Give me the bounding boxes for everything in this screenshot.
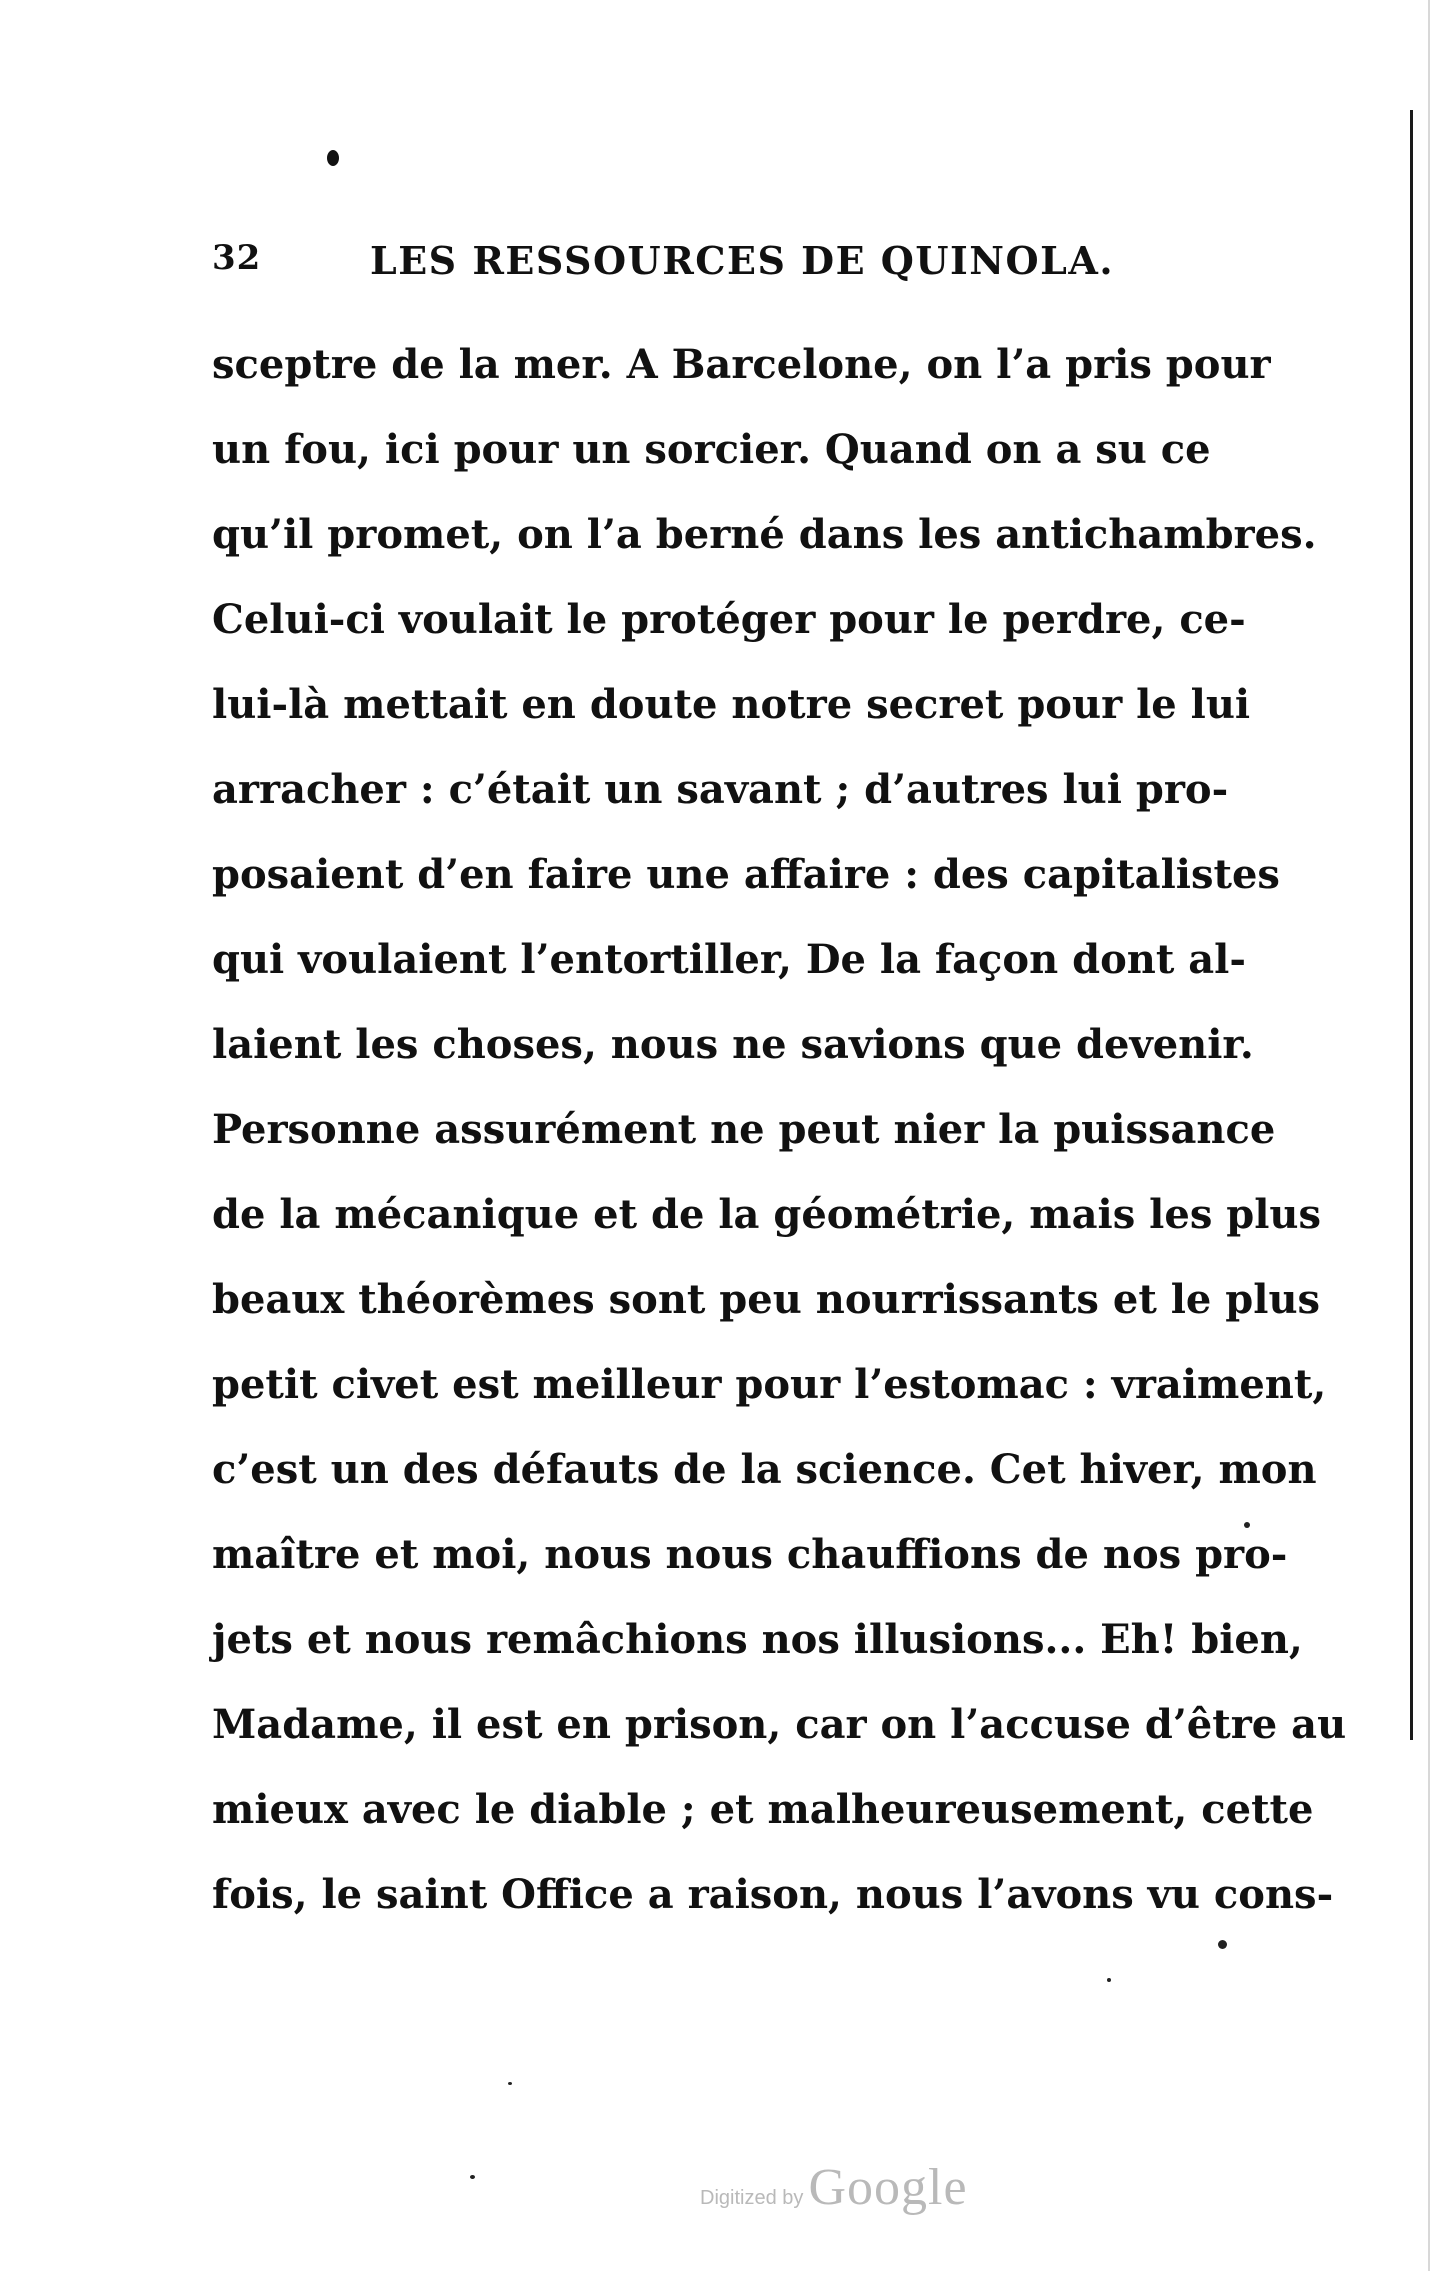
page-edge-shadow: [1428, 0, 1430, 2271]
body-text: [212, 322, 1347, 1937]
text-line: fois, le saint Office a raison, nous l’avons vu cons-: [212, 1871, 1334, 1918]
scan-speck: [1107, 1978, 1111, 1982]
text-line: Madame, il est en prison, car on l’accuse d’être au: [212, 1701, 1347, 1748]
text-line: c’est un des défauts de la science. Cet hiver, mon: [212, 1446, 1317, 1493]
watermark-prefix: Digitized by: [700, 2187, 804, 2209]
text-line: qui voulaient l’entortiller, De la façon dont al-: [212, 936, 1246, 983]
text-line: laient les choses, nous ne savions que devenir.: [212, 1021, 1254, 1068]
text-line: mieux avec le diable ; et malheureusement, cette: [212, 1786, 1314, 1833]
text-line: maître et moi, nous nous chauffions de nos pro-: [212, 1531, 1288, 1578]
text-line: sceptre de la mer. A Barcelone, on l’a pris pour: [212, 341, 1271, 388]
text-line: Personne assurément ne peut nier la puissance: [212, 1106, 1276, 1153]
text-line: petit civet est meilleur pour l’estomac : vraiment,: [212, 1361, 1327, 1408]
text-line: arracher : c’était un savant ; d’autres lui pro-: [212, 766, 1229, 813]
scan-speck: [1244, 1522, 1250, 1528]
scan-speck: [1218, 1940, 1227, 1949]
scan-speck: [508, 2082, 512, 2085]
text-line: lui-là mettait en doute notre secret pour le lui: [212, 681, 1251, 728]
text-line: de la mécanique et de la géométrie, mais les plus: [212, 1191, 1322, 1238]
scan-speck: [470, 2175, 475, 2179]
text-line: un fou, ici pour un sorcier. Quand on a su ce: [212, 426, 1211, 473]
digitization-watermark: [700, 2158, 968, 2218]
text-line: posaient d’en faire une affaire : des capitalistes: [212, 851, 1280, 898]
running-header: [212, 232, 1192, 292]
text-line: beaux théorèmes sont peu nourrissants et le plus: [212, 1276, 1321, 1323]
page-number: 32: [212, 238, 262, 278]
google-logo: Google: [808, 2159, 968, 2216]
text-line: jets et nous remâchions nos illusions... Eh! bien,: [212, 1616, 1303, 1663]
page-edge-line: [1410, 110, 1413, 1740]
running-title: LES RESSOURCES DE QUINOLA.: [370, 238, 1115, 283]
text-line: Celui-ci voulait le protéger pour le perdre, ce-: [212, 596, 1246, 643]
text-line: qu’il promet, on l’a berné dans les antichambres.: [212, 511, 1317, 558]
ink-dot: [327, 150, 339, 166]
